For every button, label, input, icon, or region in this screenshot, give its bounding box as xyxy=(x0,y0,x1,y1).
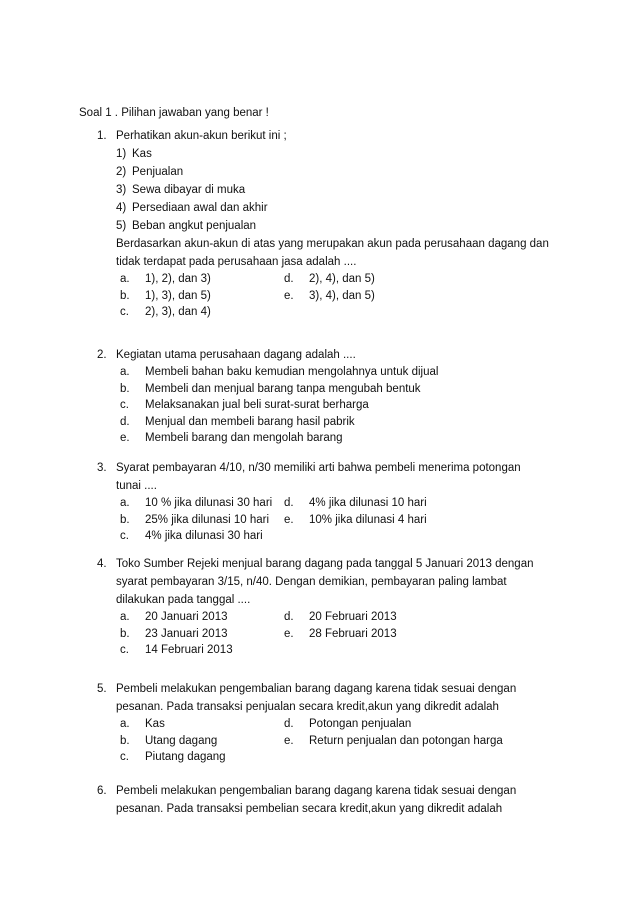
option-e[interactable]: e. Membeli barang dan mengolah barang xyxy=(120,432,343,444)
option-a[interactable]: a. Kas xyxy=(120,718,165,730)
question-number: 2. xyxy=(97,349,107,361)
option-d[interactable]: d. 4% jika dilunasi 10 hari xyxy=(284,497,427,509)
option-b[interactable]: b. Membeli dan menjual barang tanpa mengubah bentuk xyxy=(120,382,421,395)
option-b[interactable]: b. 1), 3), dan 5) xyxy=(120,289,211,302)
option-d[interactable]: d. 2), 4), dan 5) xyxy=(284,273,375,285)
question-stem-continued: tidak terdapat pada perusahaan jasa adalah .... xyxy=(116,256,357,268)
option-a[interactable]: a. 10 % jika dilunasi 30 hari xyxy=(120,497,273,509)
answer-options xyxy=(120,716,567,766)
question-1 xyxy=(97,127,567,321)
option-c[interactable]: c. 2), 3), dan 4) xyxy=(120,306,211,318)
sub-item: 4) Persediaan awal dan akhir xyxy=(116,202,268,214)
option-e[interactable]: e. 10% jika dilunasi 4 hari xyxy=(284,513,427,526)
question-stem: Pembeli melakukan pengembalian barang dagang karena tidak sesuai dengan xyxy=(116,785,517,797)
answer-options xyxy=(120,609,567,659)
answer-options xyxy=(120,364,567,447)
question-number: 5. xyxy=(97,683,107,695)
sub-item: 2) Penjualan xyxy=(116,166,184,178)
option-c[interactable]: c. Piutang dagang xyxy=(120,751,226,763)
question-stem: syarat pembayaran 3/15, n/40. Dengan demikian, pembayaran paling lambat xyxy=(116,576,507,588)
option-a[interactable]: a. 20 Januari 2013 xyxy=(120,611,228,623)
option-c[interactable]: c. 14 Februari 2013 xyxy=(120,644,233,656)
question-stem-continued: Berdasarkan akun-akun di atas yang merupakan akun pada perusahaan dagang dan xyxy=(116,238,549,250)
question-number: 3. xyxy=(97,462,107,474)
answer-options xyxy=(120,495,567,545)
question-stem: Pembeli melakukan pengembalian barang dagang karena tidak sesuai dengan xyxy=(116,683,517,695)
question-6 xyxy=(97,782,567,818)
option-a[interactable]: a. Membeli bahan baku kemudian mengolahnya untuk dijual xyxy=(120,366,439,378)
question-number: 4. xyxy=(97,558,107,570)
sub-item: 3) Sewa dibayar di muka xyxy=(116,184,246,196)
option-d[interactable]: d. 20 Februari 2013 xyxy=(284,611,397,623)
option-b[interactable]: b. 25% jika dilunasi 10 hari xyxy=(120,513,270,526)
option-e[interactable]: e. Return penjualan dan potongan harga xyxy=(284,734,503,747)
option-b[interactable]: b. Utang dagang xyxy=(120,734,218,747)
question-5 xyxy=(97,680,567,766)
question-number: 6. xyxy=(97,785,107,797)
option-e[interactable]: e. 28 Februari 2013 xyxy=(284,627,397,640)
option-a[interactable]: a. 1), 2), dan 3) xyxy=(120,273,211,285)
sub-item: 1) Kas xyxy=(116,148,152,160)
question-stem: dilakukan pada tanggal .... xyxy=(116,594,251,606)
question-stem: Perhatikan akun-akun berikut ini ; xyxy=(116,130,287,142)
question-stem: pesanan. Pada transaksi penjualan secara kredit,akun yang dikredit adalah xyxy=(116,701,499,713)
option-e[interactable]: e. 3), 4), dan 5) xyxy=(284,289,375,302)
option-c[interactable]: c. 4% jika dilunasi 30 hari xyxy=(120,530,263,542)
option-d[interactable]: d. Potongan penjualan xyxy=(284,718,412,730)
question-2 xyxy=(97,346,567,447)
question-stem: tunai .... xyxy=(116,480,157,492)
option-d[interactable]: d. Menjual dan membeli barang hasil pabrik xyxy=(120,415,355,428)
sub-item-list xyxy=(116,145,567,235)
section-heading: Soal 1 . Pilihan jawaban yang benar ! xyxy=(79,107,269,119)
option-c[interactable]: c. Melaksanakan jual beli surat-surat berharga xyxy=(120,399,369,411)
question-4 xyxy=(97,555,567,659)
question-stem: Kegiatan utama perusahaan dagang adalah .... xyxy=(116,349,356,361)
question-stem: Syarat pembayaran 4/10, n/30 memiliki arti bahwa pembeli menerima potongan xyxy=(116,462,521,474)
answer-options xyxy=(120,271,567,321)
sub-item: 5) Beban angkut penjualan xyxy=(116,220,257,232)
option-b[interactable]: b. 23 Januari 2013 xyxy=(120,627,228,640)
question-number: 1. xyxy=(97,130,107,142)
question-stem: pesanan. Pada transaksi pembelian secara kredit,akun yang dikredit adalah xyxy=(116,803,503,815)
question-3 xyxy=(97,459,567,545)
question-stem: Toko Sumber Rejeki menjual barang dagang pada tanggal 5 Januari 2013 dengan xyxy=(116,558,534,570)
